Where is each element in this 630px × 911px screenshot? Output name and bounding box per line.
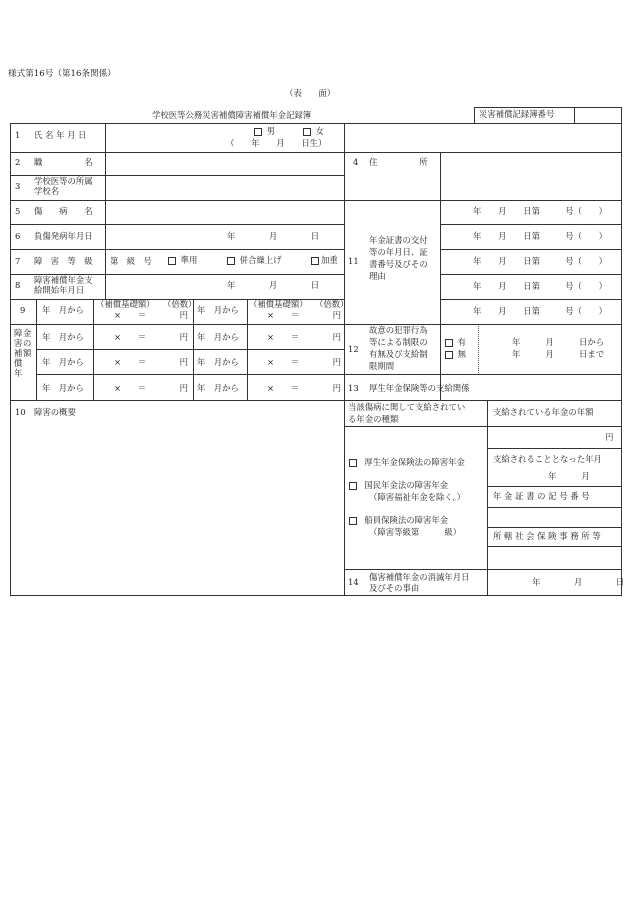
record-number-label: 災害補償記録簿番号 <box>479 109 555 119</box>
row-9-number: 9 <box>20 305 26 315</box>
certificate-entry-1[interactable]: 年 月 日第 号（ ） <box>473 206 607 216</box>
restriction-from-date[interactable]: 年 月 日から <box>512 337 605 347</box>
row-14-number: 14 <box>348 577 359 587</box>
pension-kind-label-2: る年金の種類 <box>348 414 399 424</box>
row-1-number: 1 <box>15 130 21 140</box>
restriction-label-3: 有無及び支給制 <box>369 349 428 359</box>
period-7-calc[interactable]: × ＝ 円 <box>114 383 189 393</box>
period-3-calc[interactable]: × ＝ 円 <box>114 332 189 342</box>
pension-kind-label-1: 当該傷病に関して支給されてい <box>348 402 466 412</box>
restriction-yes-option[interactable]: 有 <box>445 338 466 348</box>
period-8-from[interactable]: 年 月から <box>197 383 239 393</box>
row-3-number: 3 <box>15 181 21 191</box>
row-10-number: 10 <box>15 407 26 417</box>
period-8-calc[interactable]: × ＝ 円 <box>267 383 342 393</box>
period-6-from[interactable]: 年 月から <box>197 357 239 367</box>
certificate-entry-2[interactable]: 年 月 日第 号（ ） <box>473 231 607 241</box>
gender-male-option[interactable]: 男 <box>254 127 275 137</box>
period-7-from[interactable]: 年 月から <box>42 383 84 393</box>
period-3-from[interactable]: 年 月から <box>42 332 84 342</box>
national-pension-option[interactable]: 国民年金法の障害年金 <box>349 481 448 491</box>
national-pension-checkbox[interactable] <box>349 482 357 490</box>
pension-start-label-1: 障害補償年金支 <box>34 275 93 285</box>
certificate-entry-5[interactable]: 年 月 日第 号（ ） <box>473 306 607 316</box>
pension-start-label-2: 給開始年月日 <box>34 285 85 295</box>
basic-amount-header-2: （補償基礎額） <box>249 299 308 309</box>
seamen-insurance-grade[interactable]: （障害等級第 級） <box>369 527 462 537</box>
seamen-insurance-checkbox[interactable] <box>349 517 357 525</box>
male-checkbox[interactable] <box>254 128 262 136</box>
certificate-label-2: 等の年月日、証 <box>369 247 428 257</box>
restriction-to-date[interactable]: 年 月 日まで <box>512 349 605 359</box>
certificate-label-4: 理由 <box>369 271 386 281</box>
social-insurance-office-label: 所 轄 社 会 保 険 事 務 所 等 <box>493 531 601 541</box>
period-6-calc[interactable]: × ＝ 円 <box>267 357 342 367</box>
school-affiliation-label-2: 学校名 <box>34 186 60 196</box>
injury-date-label: 負傷発病年月日 <box>34 231 93 241</box>
restriction-no-checkbox[interactable] <box>445 351 453 359</box>
apply-mutatis-checkbox[interactable] <box>168 257 176 265</box>
row-11-number: 11 <box>348 256 359 266</box>
combined-upgrade-option[interactable]: 併合繰上げ <box>227 256 282 266</box>
pension-amount-side-label: 障害補償年 金の額 <box>14 328 32 378</box>
period-4-from[interactable]: 年 月から <box>197 332 239 342</box>
certificate-entry-4[interactable]: 年 月 日第 号（ ） <box>473 281 607 291</box>
multiplier-header-1: （倍数） <box>163 299 197 309</box>
birthdate-field[interactable]: （ 年 月 日生） <box>226 138 327 148</box>
address-label: 住 所 <box>369 157 428 167</box>
disability-grade-label: 障 害 等 級 <box>34 256 93 266</box>
restriction-yes-checkbox[interactable] <box>445 339 453 347</box>
row-6-number: 6 <box>15 231 21 241</box>
row-2-number: 2 <box>15 157 21 167</box>
school-affiliation-label-1: 学校医等の所属 <box>34 176 93 186</box>
row-4-number: 4 <box>353 157 359 167</box>
row-5-number: 5 <box>15 206 21 216</box>
gender-female-option[interactable]: 女 <box>303 127 324 137</box>
pension-start-month-label: 支給されることとなった年月 <box>493 454 602 464</box>
period-4-calc[interactable]: × ＝ 円 <box>267 332 342 342</box>
aggravation-checkbox[interactable] <box>311 257 319 265</box>
restriction-label-4: 限期間 <box>369 361 395 371</box>
female-checkbox[interactable] <box>303 128 311 136</box>
row-8-number: 8 <box>15 280 21 290</box>
grade-number-field[interactable]: 第 級 号 <box>110 256 152 266</box>
pension-start-month-field[interactable]: 年 月 <box>548 471 590 481</box>
name-birthdate-label: 氏 名 年 月 日 <box>34 130 87 140</box>
restriction-no-option[interactable]: 無 <box>445 350 466 360</box>
pension-termination-label-1: 傷害補償年金の消滅年月日 <box>369 572 470 582</box>
certificate-label-1: 年金証書の交付 <box>369 235 428 245</box>
disability-summary-label: 障害の概要 <box>34 407 76 417</box>
basic-amount-header-1: （補償基礎額） <box>96 299 155 309</box>
pension-certificate-label: 年 金 証 書 の 記 号 番 号 <box>493 491 590 501</box>
injury-date-field[interactable]: 年 月 日 <box>227 231 320 241</box>
period-2-calc[interactable]: × ＝ 円 <box>267 310 342 320</box>
period-2-from[interactable]: 年 月から <box>197 305 239 315</box>
national-pension-note: （障害福祉年金を除く。） <box>369 492 466 502</box>
page-side-label: （表 面） <box>285 88 336 98</box>
period-1-calc[interactable]: × ＝ 円 <box>114 310 189 320</box>
pension-start-date-field[interactable]: 年 月 日 <box>227 280 320 290</box>
form-id: 様式第16号（第16条関係） <box>8 69 116 79</box>
aggravation-option[interactable]: 加重 <box>311 256 338 266</box>
form-title: 学校医等公務災害補償障害補償年金記録簿 <box>152 110 312 120</box>
welfare-pension-option[interactable]: 厚生年金保険法の障害年金 <box>349 458 465 468</box>
seamen-insurance-option[interactable]: 船員保険法の障害年金 <box>349 516 448 526</box>
period-1-from[interactable]: 年 月から <box>42 305 84 315</box>
apply-mutatis-option[interactable]: 準用 <box>168 256 197 266</box>
pension-termination-date[interactable]: 年 月 日 <box>532 577 625 587</box>
pension-termination-label-2: 及びその事由 <box>369 583 420 593</box>
annual-amount-label: 支給されている年金の年額 <box>493 407 594 417</box>
combined-upgrade-checkbox[interactable] <box>227 257 235 265</box>
period-5-calc[interactable]: × ＝ 円 <box>114 357 189 367</box>
period-5-from[interactable]: 年 月から <box>42 357 84 367</box>
row-7-number: 7 <box>15 256 21 266</box>
row-12-number: 12 <box>348 344 359 354</box>
row-13-number: 13 <box>348 383 359 393</box>
annual-amount-yen[interactable]: 円 <box>605 432 614 442</box>
welfare-pension-checkbox[interactable] <box>349 459 357 467</box>
certificate-label-3: 書番号及びその <box>369 259 428 269</box>
injury-name-label: 傷 病 名 <box>34 206 93 216</box>
certificate-entry-3[interactable]: 年 月 日第 号（ ） <box>473 256 607 266</box>
restriction-label-1: 故意の犯罪行為 <box>369 325 428 335</box>
restriction-label-2: 等による制限の <box>369 337 428 347</box>
pension-relation-label: 厚生年金保険等の支給関係 <box>369 383 470 393</box>
job-title-label: 職 名 <box>34 157 93 167</box>
multiplier-header-2: （倍数） <box>315 299 349 309</box>
